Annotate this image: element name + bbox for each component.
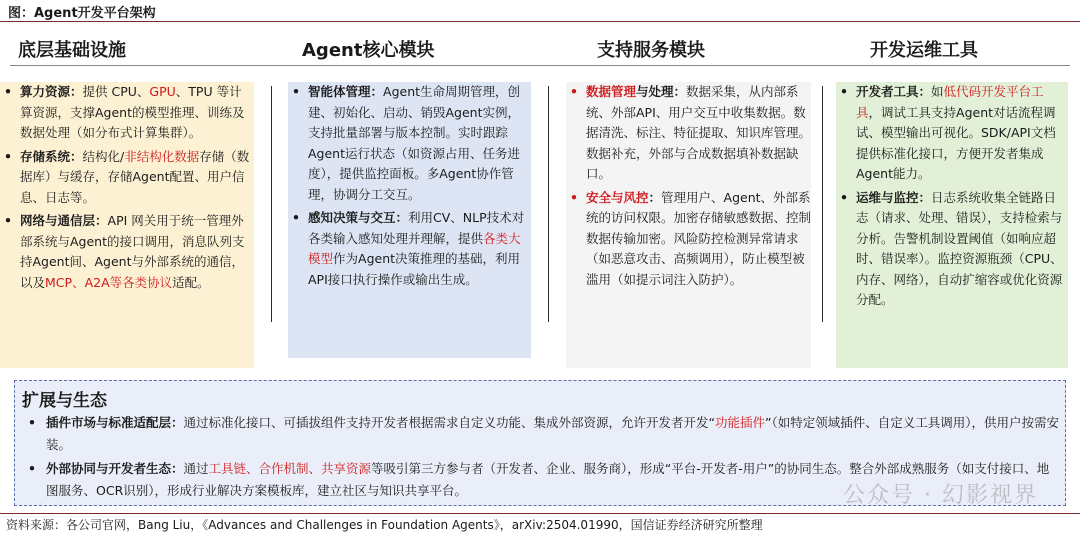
top-rule bbox=[0, 21, 1080, 22]
list-item: • 外部协同与开发者生态：通过工具链、合作机制、共享资源等吸引第三方参与者（开发者、企业、服务商），形成“平台-开发者-用户”的协同生态。整合外部成熟服务（如支付接口、地图服务、OCR识别），形成行业解决方案模板库，建立社区与知识共享平台。 bbox=[28, 461, 1050, 498]
divider-3 bbox=[822, 86, 823, 322]
heading-infrastructure: 底层基础设施 bbox=[18, 40, 126, 61]
list-item: • 算力资源：提供 CPU、GPU、TPU 等计算资源，支撑Agent的模型推理、训练及数据处理（如分布式计算集群）。 bbox=[4, 84, 245, 140]
list-item: • 开发者工具：如低代码开发平台工具，调试工具支持Agent对话流程调试、模型输出可视化。SDK/API文档提供标准化接口，方便开发者集成Agent能力。 bbox=[840, 84, 1056, 181]
figure-title: 图：Agent开发平台架构 bbox=[8, 6, 156, 21]
heading-agent-core: Agent核心模块 bbox=[302, 40, 435, 61]
panel-infrastructure bbox=[0, 82, 254, 368]
list-item: • 运维与监控：日志系统收集全链路日志（请求、处理、错误），支持检索与分析。告警机制设置阈值（如响应超时、错误率）。监控资源瓶颈（CPU、内存、网络），自动扩缩容或优化资源分配。 bbox=[840, 189, 1063, 307]
list-item: • 存储系统：结构化/非结构化数据存储（数据库）与缓存，存储Agent配置、用户信息、日志等。 bbox=[4, 148, 250, 205]
source-note: 资料来源：各公司官网，Bang Liu，《Advances and Challenges in Foundation Agents》，arXiv:2504.01990，国信证券经济研究所整理 bbox=[6, 518, 763, 532]
divider-2 bbox=[548, 86, 549, 322]
list-item: • 智能体管理：Agent生命周期管理，创建、初始化、启动、销毁Agent实例，支持批量部署与版本控制。实时跟踪Agent运行状态（如资源占用、任务进度），提供监控面板。多Agent协作管理，协调分工交互。 bbox=[292, 84, 521, 202]
bottom-rule bbox=[0, 513, 1080, 514]
panel-agent-core bbox=[288, 82, 531, 358]
list-item: • 插件市场与标准适配层：通过标准化接口、可插拔组件支持开发者根据需求自定义功能、集成外部资源，允许开发者开发“功能插件”（如特定领域插件、自定义工具调用），供用户按需安装。 bbox=[28, 415, 1059, 452]
list-item: • 数据管理与处理：数据采集，从内部系统、外部API、用户交互中收集数据。数据清洗、标注、特征提取、知识库管理。数据补充，外部与合成数据填补数据缺口。 bbox=[570, 84, 812, 181]
watermark: 公众号 · 幻影视界 bbox=[843, 483, 1038, 508]
heading-support-services: 支持服务模块 bbox=[597, 40, 705, 61]
divider-1 bbox=[271, 86, 272, 322]
list-item: • 网络与通信层：API 网关用于统一管理外部系统与Agent的接口调用，消息队列支持Agent间、Agent与外部系统的通信，以及MCP、A2A等各类协议适配。 bbox=[4, 213, 245, 290]
heading-underline bbox=[10, 65, 1070, 66]
heading-devops-tools: 开发运维工具 bbox=[870, 40, 978, 61]
list-item: • 感知决策与交互：利用CV、NLP技术对各类输入感知处理并理解，提供各类大模型作为Agent决策推理的基础，利用API接口执行操作或输出生成。 bbox=[292, 210, 525, 287]
panel-devops-tools bbox=[836, 82, 1068, 368]
panel-support-services bbox=[566, 82, 811, 368]
extension-heading: 扩展与生态 bbox=[22, 391, 107, 411]
list-item: • 安全与风控：管理用户、Agent、外部系统的访问权限。加密存储敏感数据、控制数据传输加密。风险防控检测异常请求（如恶意攻击、高频调用），防止模型被滥用（如提示词注入防护）。 bbox=[570, 189, 812, 287]
